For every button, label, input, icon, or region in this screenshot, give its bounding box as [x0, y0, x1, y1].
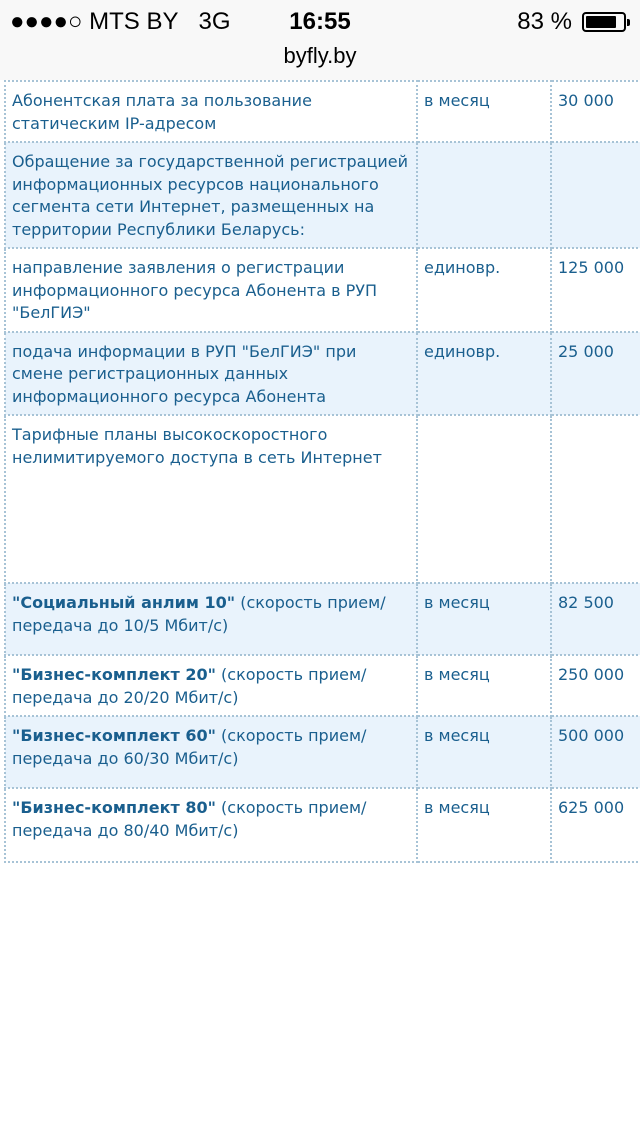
plan-cell [5, 583, 417, 655]
plan-description: (скорость прием/передача до 20/20 Мбит/с) [12, 665, 367, 707]
plan-row [5, 583, 640, 655]
plan-description: (скорость прием/передача до 60/30 Мбит/с) [12, 726, 367, 768]
unit-cell: единовр. [417, 248, 551, 332]
page-content[interactable] [0, 80, 640, 1136]
price-cell: 250 000 [551, 655, 640, 716]
table-row [5, 248, 640, 332]
price-cell: 30 000 [551, 81, 640, 142]
network-type: 3G [198, 8, 231, 35]
plan-name: "Бизнес-комплект 60" [12, 726, 216, 745]
plan-description: (скорость прием/передача до 10/5 Мбит/с) [12, 593, 386, 635]
plan-name: "Бизнес-комплект 20" [12, 665, 216, 684]
plan-row [5, 788, 640, 862]
price-cell: 25 000 [551, 332, 640, 416]
section-heading-row [5, 415, 640, 583]
service-cell: направление заявления о регистрации информационного ресурса Абонента в РУП "БелГИЭ" [5, 248, 417, 332]
tariff-table [4, 80, 640, 863]
price-cell: 82 500 [551, 583, 640, 655]
plan-cell [5, 716, 417, 788]
service-cell: Абонентская плата за пользование статическим IP-адресом [5, 81, 417, 142]
unit-cell: единовр. [417, 332, 551, 416]
unit-cell: в месяц [417, 583, 551, 655]
unit-cell: в месяц [417, 716, 551, 788]
section-heading: Тарифные планы высокоскоростного нелимитируемого доступа в сеть Интернет [5, 415, 417, 583]
status-bar [0, 0, 640, 42]
unit-cell: в месяц [417, 81, 551, 142]
battery-icon [582, 12, 626, 32]
plan-description: (скорость прием/передача до 80/40 Мбит/с) [12, 798, 367, 840]
price-cell: 625 000 [551, 788, 640, 862]
plan-cell [5, 655, 417, 716]
service-cell: Обращение за государственной регистрацией информационных ресурсов национального сегмента сети Интернет, размещенных на территории Республики Беларусь: [5, 142, 417, 248]
service-cell: подача информации в РУП "БелГИЭ" при смене регистрационных данных информационного ресурса Абонента [5, 332, 417, 416]
unit-cell: в месяц [417, 655, 551, 716]
unit-cell [417, 142, 551, 248]
plan-name: "Бизнес-комплект 80" [12, 798, 216, 817]
price-cell: 125 000 [551, 248, 640, 332]
clock: 16:55 [289, 8, 351, 35]
plan-cell [5, 788, 417, 862]
plan-row [5, 655, 640, 716]
battery-percentage: 83 % [517, 8, 572, 35]
plan-name: "Социальный анлим 10" [12, 593, 236, 612]
address-bar[interactable] [0, 42, 640, 80]
table-row [5, 81, 640, 142]
price-cell [551, 142, 640, 248]
unit-cell: в месяц [417, 788, 551, 862]
table-row [5, 142, 640, 248]
url-text: byfly.by [283, 43, 357, 68]
plan-row [5, 716, 640, 788]
price-cell [551, 415, 640, 583]
price-cell: 500 000 [551, 716, 640, 788]
unit-cell [417, 415, 551, 583]
carrier-signal: ●●●●○ MTS BY 3G [10, 8, 231, 35]
table-row [5, 332, 640, 416]
